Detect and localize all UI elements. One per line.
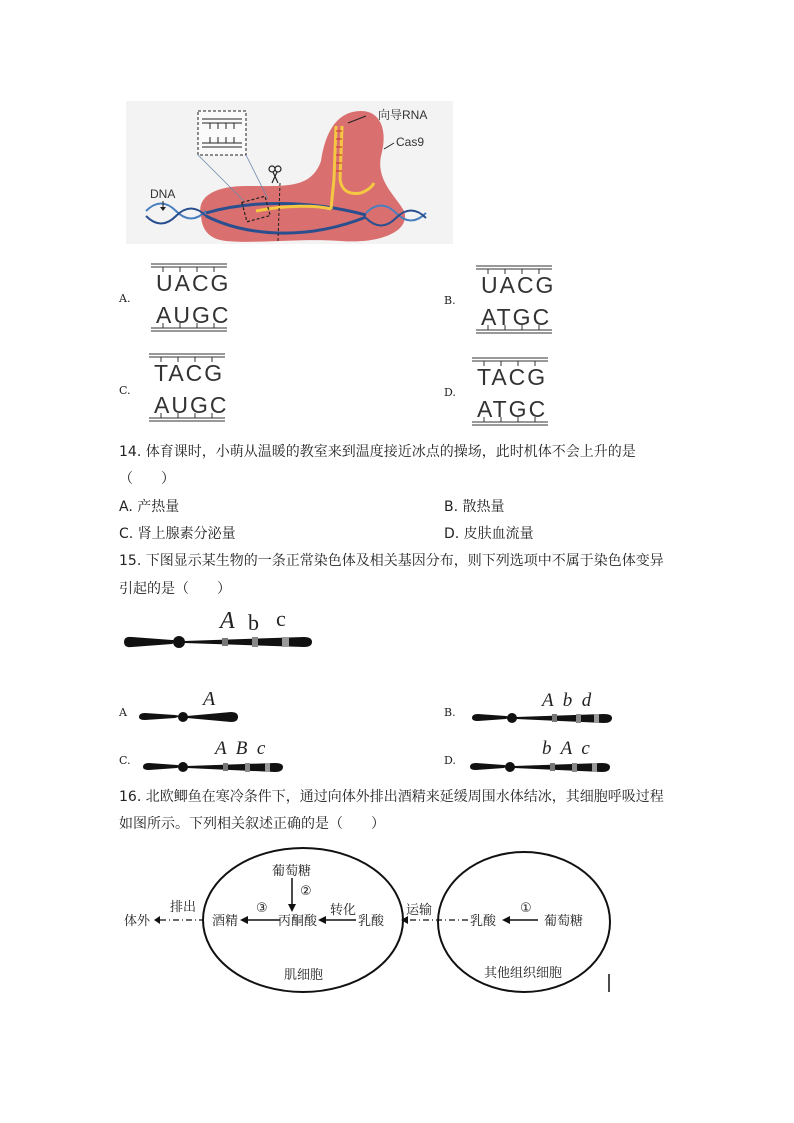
q15-stem-line2: 引起的是（ ） xyxy=(119,581,231,597)
excrete-label: 排出 xyxy=(170,900,197,915)
gene-b: b xyxy=(248,610,259,635)
lactate-muscle-label: 乳酸 xyxy=(358,914,385,929)
q15-option-b xyxy=(444,692,624,732)
option-letter: D. xyxy=(444,754,456,767)
step2-label: ② xyxy=(300,884,312,899)
option-letter: C. xyxy=(119,754,131,767)
step3-label: ③ xyxy=(256,901,268,916)
q15-option-d xyxy=(444,740,624,780)
q14-stem: 14. 体育课时，小萌从温暖的教室来到温度接近冰点的操场，此时机体不会上升的是 xyxy=(119,444,636,460)
q15-option-a xyxy=(119,688,249,728)
outside-label: 体外 xyxy=(124,914,151,929)
q14-option-c: C. 肾上腺素分泌量 xyxy=(119,526,236,542)
option-letter: A xyxy=(119,706,127,719)
bottom-strand: ATGC xyxy=(481,304,552,330)
genes: b A c xyxy=(542,738,590,759)
top-strand: TACG xyxy=(477,364,548,390)
option-letter: C. xyxy=(119,384,131,397)
q13-option-b xyxy=(444,264,584,338)
other-cell-label: 其他组织细胞 xyxy=(484,966,563,981)
muscle-cell-label: 肌细胞 xyxy=(284,968,324,983)
gene-c: c xyxy=(276,606,286,631)
cas9-label: Cas9 xyxy=(396,135,425,149)
q13-option-a xyxy=(119,262,259,336)
scissors-icon xyxy=(269,166,281,183)
top-strand: TACG xyxy=(154,360,225,386)
option-letter: B. xyxy=(444,294,456,307)
glucose-muscle-label: 葡萄糖 xyxy=(272,864,312,879)
genes: A b d xyxy=(542,690,592,711)
gene-a: A xyxy=(220,608,235,634)
q14-option-d: D. 皮肤血流量 xyxy=(444,526,534,542)
glucose-other-label: 葡萄糖 xyxy=(544,914,584,929)
dna-label: DNA xyxy=(150,187,176,201)
top-strand: UACG xyxy=(156,270,231,296)
option-letter: A. xyxy=(119,292,131,305)
normal-chromosome xyxy=(122,608,322,658)
pyruvate-label: 丙酮酸 xyxy=(278,914,318,929)
cas9-figure xyxy=(126,101,453,244)
bottom-strand: ATGC xyxy=(477,396,548,422)
q16-stem-line1: 16. 北欧鲫鱼在寒冷条件下，通过向体外排出酒精来延缓周围水体结冰，其细胞呼吸过程 xyxy=(119,789,664,805)
bottom-strand: AUGC xyxy=(156,302,231,328)
convert-label: 转化 xyxy=(330,903,357,918)
q14-paren: （ ） xyxy=(119,471,175,487)
genes: A xyxy=(203,688,216,710)
option-letter: D. xyxy=(444,386,456,399)
respiration-diagram xyxy=(118,846,618,998)
q15-stem-line1: 15. 下图显示某生物的一条正常染色体及相关基因分布，则下列选项中不属于染色体变异 xyxy=(119,553,664,569)
lactate-other-label: 乳酸 xyxy=(470,914,497,929)
guide-rna-label: 向导RNA xyxy=(378,108,428,122)
bottom-strand: AUGC xyxy=(154,392,229,418)
option-letter: B. xyxy=(444,706,456,719)
q16-stem-line2: 如图所示。下列相关叙述正确的是（ ） xyxy=(119,816,385,832)
step1-label: ① xyxy=(520,901,532,916)
q14-option-b: B. 散热量 xyxy=(444,499,505,515)
q14-option-a: A. 产热量 xyxy=(119,499,180,515)
q13-option-c xyxy=(119,352,259,426)
transport-label: 运输 xyxy=(406,903,433,918)
top-strand: UACG xyxy=(481,272,556,298)
ethanol-label: 酒精 xyxy=(212,914,239,929)
q15-option-c xyxy=(119,740,299,780)
q13-option-d xyxy=(444,356,584,430)
chromosome-shape xyxy=(137,706,247,724)
genes: A B c xyxy=(215,738,266,759)
